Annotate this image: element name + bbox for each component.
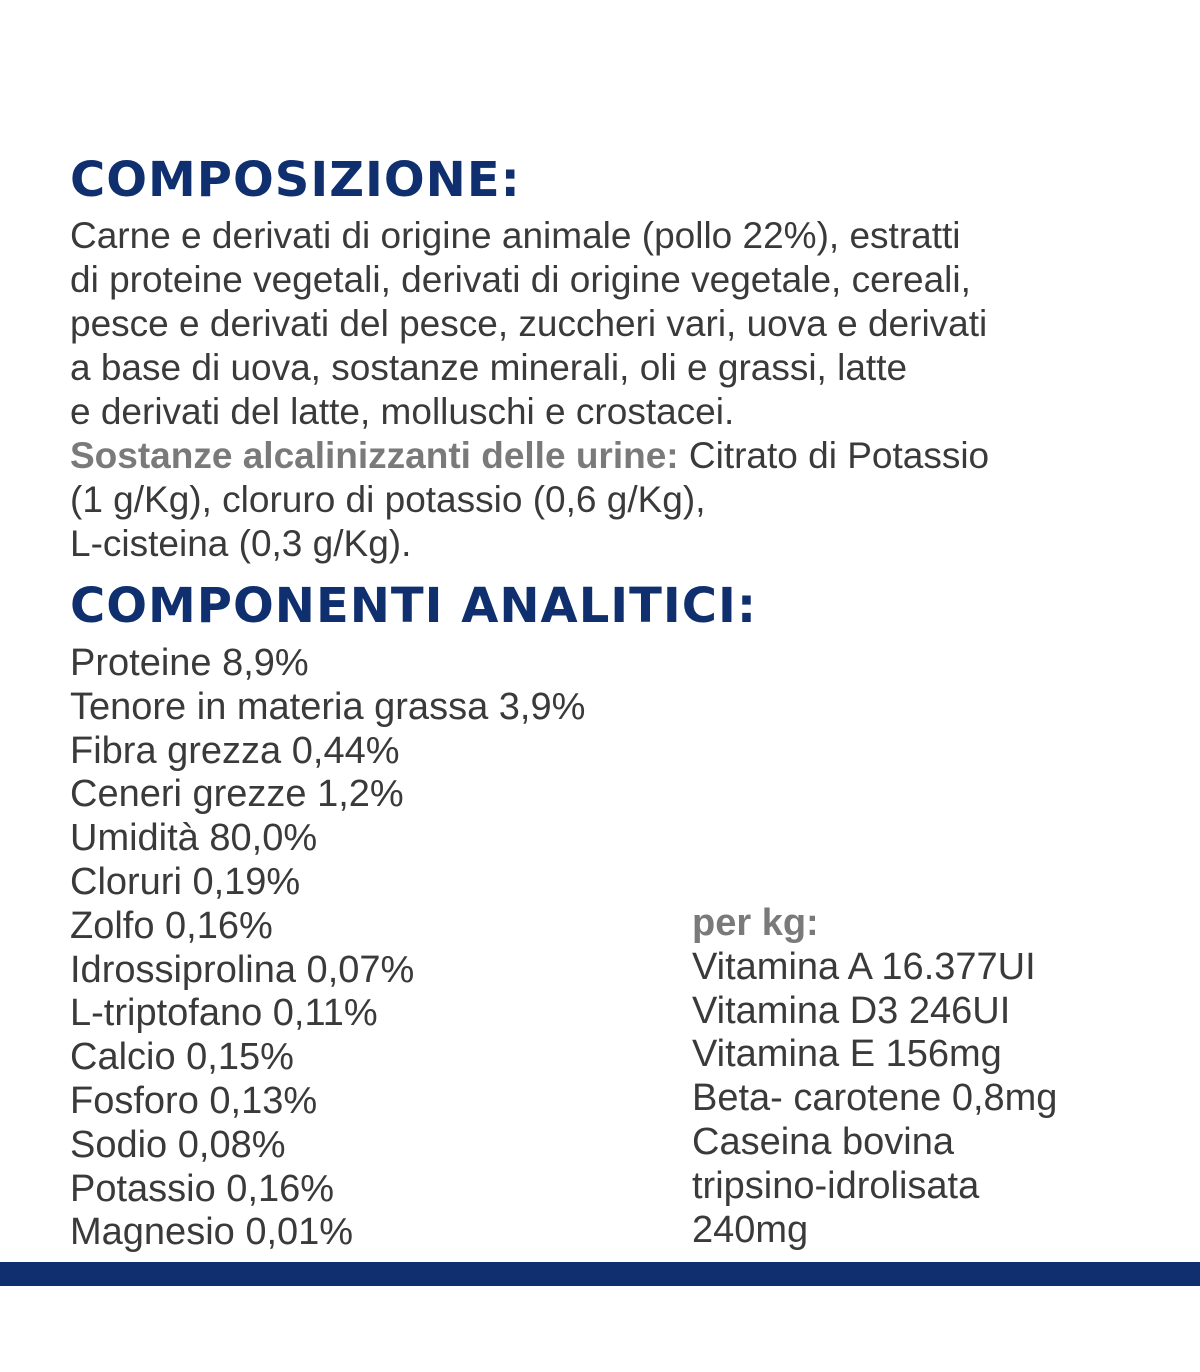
vitamin-item: Vitamina D3 246UI: [692, 989, 1011, 1032]
composition-line: e derivati del latte, molluschi e crostacei.: [70, 391, 735, 432]
additives-text: Citrato di Potassio: [678, 435, 990, 476]
analytic-item: Tenore in materia grassa 3,9%: [70, 685, 586, 728]
vitamins-block: [692, 902, 1057, 1252]
analytic-item: Proteine 8,9%: [70, 642, 309, 684]
analytic-item: Fibra grezza 0,44%: [70, 729, 400, 772]
analytic-item: Calcio 0,15%: [70, 1036, 294, 1079]
vitamin-item: tripsino-idrolisata: [692, 1164, 980, 1207]
analytic-item: Idrossiprolina 0,07%: [70, 948, 415, 991]
analytic-item: Ceneri grezze 1,2%: [70, 773, 404, 816]
analytic-item: Fosforo 0,13%: [70, 1079, 318, 1122]
analytic-item: Potassio 0,16%: [70, 1167, 335, 1210]
composition-text: [70, 214, 1180, 566]
vitamin-item: Vitamina E 156mg: [692, 1033, 1002, 1076]
additives-line: (1 g/Kg), cloruro di potassio (0,6 g/Kg),: [70, 479, 706, 520]
vitamin-item: Vitamina A 16.377UI: [692, 945, 1036, 988]
analytic-item: Zolfo 0,16%: [70, 904, 273, 947]
composition-line: Carne e derivati di origine animale (pollo 22%), estratti: [70, 215, 961, 256]
analytic-list: [70, 642, 585, 1255]
additives-line: [70, 434, 1180, 478]
vitamin-item: 240mg: [692, 1208, 809, 1251]
vitamin-item: Beta- carotene 0,8mg: [692, 1077, 1058, 1120]
composition-line: di proteine vegetali, derivati di origine vegetale, cereali,: [70, 259, 971, 300]
analytic-heading: COMPONENTI ANALITICI:: [70, 578, 758, 634]
vitamins-list: [692, 946, 1057, 1253]
additives-line: L-cisteina (0,3 g/Kg).: [70, 523, 412, 564]
analytic-item: Cloruri 0,19%: [70, 860, 301, 903]
additives-label: Sostanze alcalinizzanti delle urine:: [70, 435, 679, 476]
composition-line: a base di uova, sostanze minerali, oli e grassi, latte: [70, 347, 908, 388]
bottom-bar: [0, 1262, 1200, 1286]
vitamins-label: per kg:: [692, 902, 819, 944]
analytic-item: Umidità 80,0%: [70, 817, 318, 860]
analytic-item: Magnesio 0,01%: [70, 1211, 354, 1254]
composition-heading: COMPOSIZIONE:: [70, 152, 521, 208]
composition-line: pesce e derivati del pesce, zuccheri vari, uova e derivati: [70, 303, 988, 344]
analytic-item: L-triptofano 0,11%: [70, 992, 378, 1035]
vitamin-item: Caseina bovina: [692, 1120, 954, 1163]
analytic-item: Sodio 0,08%: [70, 1123, 286, 1166]
